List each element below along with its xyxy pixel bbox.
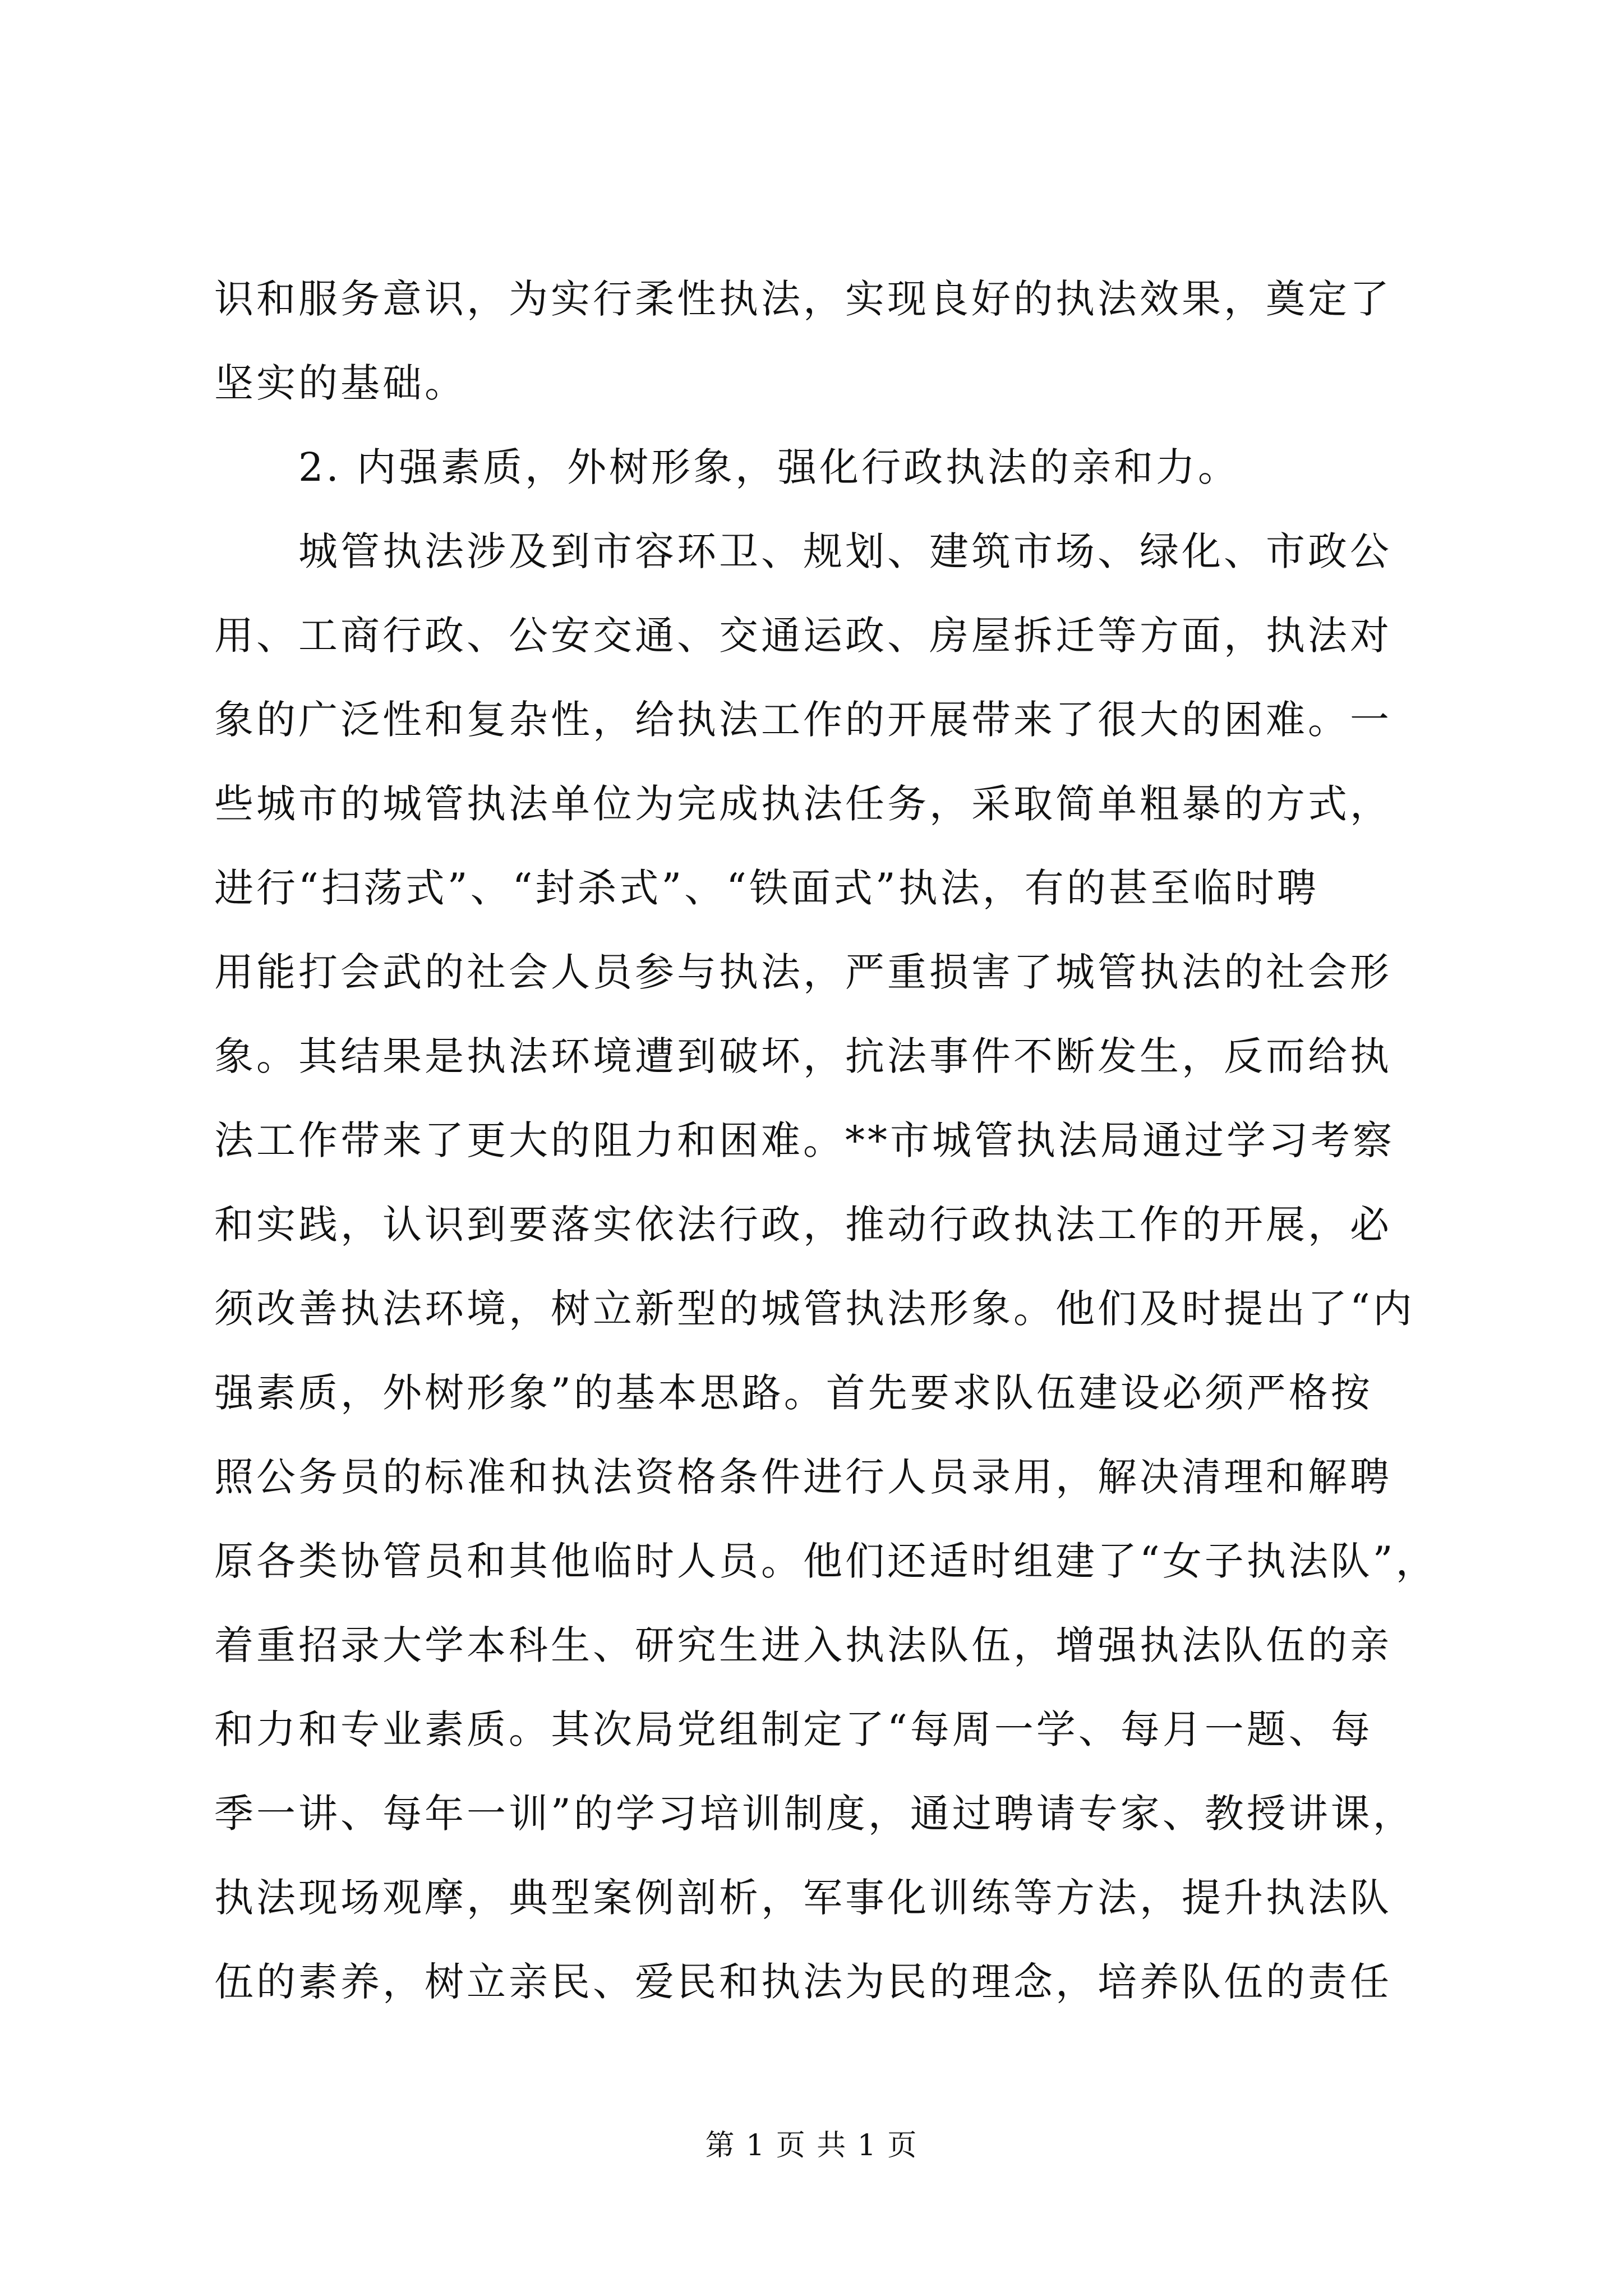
text-line: 和力和专业素质。其次局党组制定了“每周一学、每月一题、每 bbox=[214, 1706, 1373, 1752]
text-line: 用、工商行政、公安交通、交通运政、房屋拆迁等方面，执法对 bbox=[214, 613, 1392, 659]
text-line: 强素质，外树形象”的基本思路。首先要求队伍建设必须严格按 bbox=[214, 1370, 1373, 1416]
section-heading: 2. 内强素质，外树形象，强化行政执法的亲和力。 bbox=[298, 444, 1241, 490]
text-line: 和实践，认识到要落实依法行政，推动行政执法工作的开展，必 bbox=[214, 1202, 1392, 1248]
text-line: 须改善执法环境，树立新型的城管执法形象。他们及时提出了“内 bbox=[214, 1286, 1415, 1332]
text-line: 原各类协管员和其他临时人员。他们还适时组建了“女子执法队”， bbox=[214, 1538, 1438, 1584]
text-line: 着重招录大学本科生、研究生进入执法队伍，增强执法队伍的亲 bbox=[214, 1622, 1392, 1668]
text-line: 用能打会武的社会人员参与执法，严重损害了城管执法的社会形 bbox=[214, 949, 1392, 995]
text-line: 坚实的基础。 bbox=[214, 360, 467, 406]
text-line: 法工作带来了更大的阻力和困难。**市城管执法局通过学习考察 bbox=[214, 1117, 1395, 1163]
text-line: 象。其结果是执法环境遭到破坏，抗法事件不断发生，反而给执 bbox=[214, 1033, 1392, 1079]
text-line: 些城市的城管执法单位为完成执法任务，采取简单粗暴的方式， bbox=[214, 781, 1392, 827]
text-line: 象的广泛性和复杂性，给执法工作的开展带来了很大的困难。一 bbox=[214, 697, 1392, 743]
body-text bbox=[214, 257, 1438, 2024]
text-line: 城管执法涉及到市容环卫、规划、建筑市场、绿化、市政公 bbox=[298, 528, 1392, 574]
text-line: 季一讲、每年一训”的学习培训制度，通过聘请专家、教授讲课， bbox=[214, 1791, 1415, 1837]
text-line: 伍的素养，树立亲民、爱民和执法为民的理念，培养队伍的责任 bbox=[214, 1959, 1392, 2005]
text-line: 照公务员的标准和执法资格条件进行人员录用，解决清理和解聘 bbox=[214, 1454, 1392, 1500]
text-line: 识和服务意识，为实行柔性执法，实现良好的执法效果，奠定了 bbox=[214, 276, 1392, 322]
text-line: 执法现场观摩，典型案例剖析，军事化训练等方法，提升执法队 bbox=[214, 1875, 1392, 1921]
text-line: 进行“扫荡式”、“封杀式”、“铁面式”执法，有的甚至临时聘 bbox=[214, 865, 1319, 911]
page-footer: 第 1 页 共 1 页 bbox=[705, 2129, 918, 2162]
